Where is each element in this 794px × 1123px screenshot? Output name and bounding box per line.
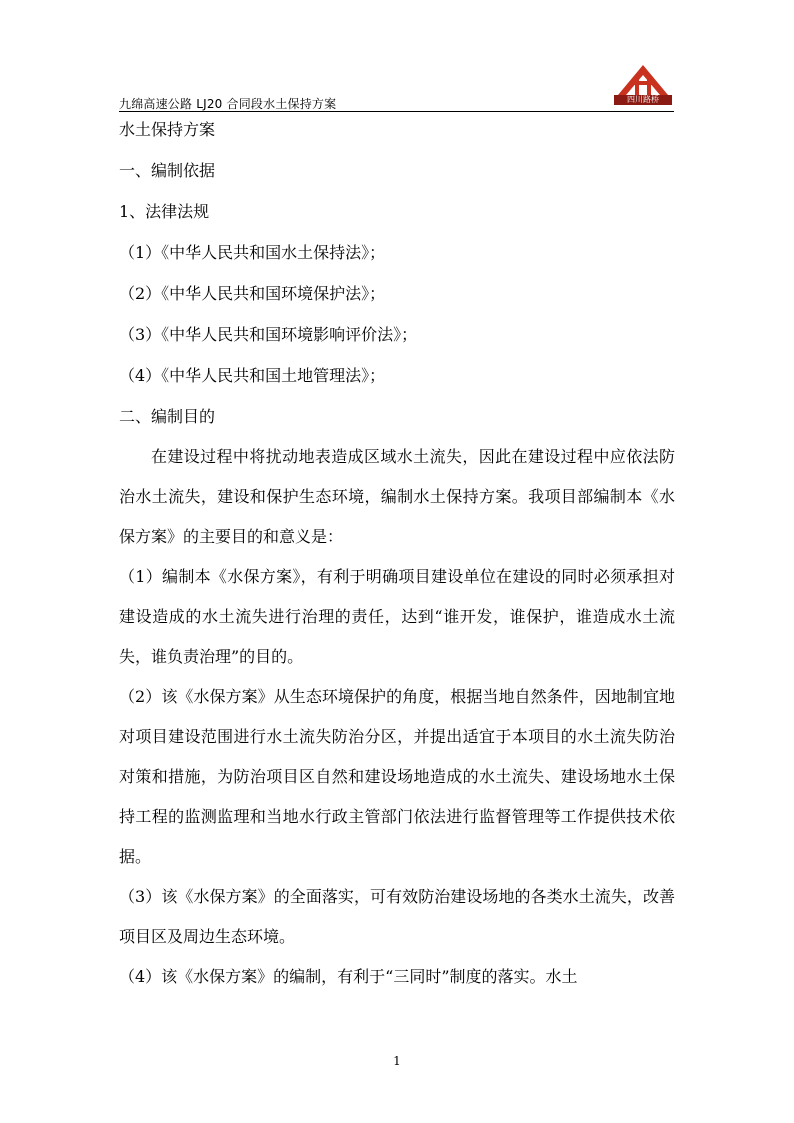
bridge-logo-icon bbox=[614, 64, 672, 96]
subsection-heading-laws: 1、法律法规 bbox=[119, 202, 210, 221]
document-body bbox=[119, 120, 675, 997]
intro-paragraph: 在建设过程中将扰动地表造成区域水土流失，因此在建设过程中应依法防治水土流失，建设和保护生态环境，编制水土保持方案。我项目部编制本《水保方案》的主要目的和意义是： bbox=[119, 447, 675, 546]
purpose-item: （4）该《水保方案》的编制，有利于“三同时”制度的落实。水土 bbox=[119, 967, 578, 986]
page-header bbox=[119, 60, 674, 113]
company-logo bbox=[614, 64, 672, 106]
law-item: （3）《中华人民共和国环境影响评价法》； bbox=[119, 325, 418, 344]
section-heading-basis: 一、编制依据 bbox=[119, 161, 216, 180]
header-divider bbox=[119, 111, 674, 112]
document-title: 水土保持方案 bbox=[119, 120, 216, 139]
purpose-item: （1）编制本《水保方案》，有利于明确项目建设单位在建设的同时必须承担对建设造成的水土流失进行治理的责任，达到“谁开发，谁保护，谁造成水土流失，谁负责治理”的目的。 bbox=[119, 567, 675, 666]
purpose-item: （2）该《水保方案》从生态环境保护的角度，根据当地自然条件，因地制宜地对项目建设范围进行水土流失防治分区，并提出适宜于本项目的水土流失防治对策和措施，为防治项目区自然和建设场地造成的水土流失、建设场地水土保持工程的监测监理和当地水行政主管部门依法进行监督管理等工作提供技术依据。 bbox=[119, 687, 675, 866]
page-number: 1 bbox=[393, 1054, 401, 1068]
law-item: （2）《中华人民共和国环境保护法》； bbox=[119, 284, 386, 303]
header-title: 九绵高速公路 LJ20 合同段水土保持方案 bbox=[119, 97, 337, 111]
logo-text: 四川路桥 bbox=[614, 95, 672, 105]
law-item: （1）《中华人民共和国水土保持法》； bbox=[119, 243, 386, 262]
section-heading-purpose: 二、编制目的 bbox=[119, 407, 216, 426]
law-item: （4）《中华人民共和国土地管理法》； bbox=[119, 366, 386, 385]
purpose-item: （3）该《水保方案》的全面落实，可有效防治建设场地的各类水土流失，改善项目区及周边生态环境。 bbox=[119, 887, 675, 946]
